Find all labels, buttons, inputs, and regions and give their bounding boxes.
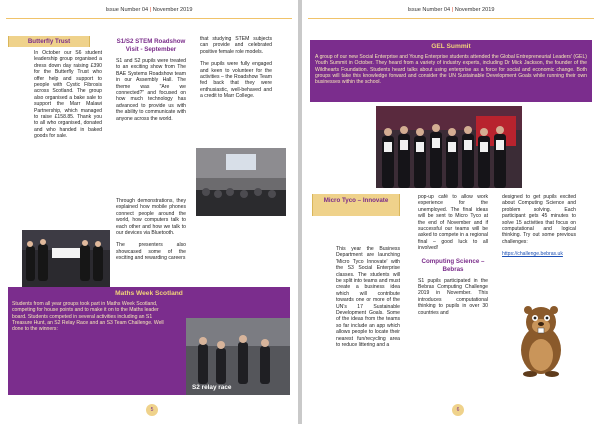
- roadshow-photo: [196, 148, 286, 216]
- header-rule: [6, 18, 292, 19]
- page-number-6: 6: [452, 404, 464, 416]
- gel-text: A group of our new Social Enterprise and Young Enterprise students attended the Global Entrepreneurial Leaders' (GEL) Youth Summit in October. They heard from a variety of industry experts, including Dr Mick Jackson, the founder of the Wildhearts Foundation. Students heard talks about using enterprise as a force for social and economic change. Both groups will take this knowledge forward and consider the UN Sustainable Development Goals while running their own businesses within the school.: [315, 54, 587, 86]
- right-page: [302, 0, 600, 424]
- butterfly-text-col: [34, 50, 102, 146]
- stem-text-2: The pupils were fully engaged and keen to volunteer for the activities – the Roadshow Team fed back that they were enthusiastic, well-behaved and a credit to Marr College.: [200, 61, 272, 100]
- gel-panel: [310, 40, 592, 102]
- roadshow-text-3: The presenters also showcased some of the exciting and rewarding careers: [116, 242, 186, 262]
- roadshow-text-1: S1 and S2 pupils were treated to an exciting show from The BAE Systems Roadshow team in our Assembly Hall. The theme was "Are we connected?" and focused on how much technology has advanced to provide us with the ability to communicate with anyone across the world.: [116, 58, 186, 122]
- bebras-title: Computing Science – Bebras: [421, 257, 485, 273]
- roadshow-col: [116, 38, 186, 128]
- beaver-illustration: [512, 300, 570, 378]
- butterfly-text: In October our S6 student leadership group organised a dress down day raising £390 for the Butterfly Trust who offer help and support to people with Cystic Fibrosis across Scotland. The group also organised a bake sale to support the Marr Malawi Partnership, which managed to raise £158.85. Thank you to all who organised, donated and who handed in baked goods for sale.: [34, 50, 102, 140]
- bebras-text-2: designed to get pupils excited about Computing Science and problem solving. Each participant gets 45 minutes to solve 15 activities that focus on computational and logical thinking. Try out some previous challenges:: [502, 194, 576, 245]
- roadshow-title: S1/S2 STEM Roadshow Visit - September: [116, 38, 186, 53]
- butterfly-heading-bar: [8, 36, 90, 47]
- maths-title: Maths Week Scotland: [115, 290, 183, 297]
- tyco-col: [336, 246, 400, 355]
- tyco-title: Micro Tyco – Innovate: [323, 197, 389, 204]
- bebras-link[interactable]: https://challenge.bebras.uk: [502, 251, 563, 258]
- issue-header-right: Issue Number 04 | November 2019: [407, 7, 495, 13]
- roadshow-text-2: Through demonstrations, they explained how mobile phones connect people around the world, how computers talk to each other and how we talk to our devices via Bluetooth.: [116, 198, 186, 237]
- header-rule-right: [308, 18, 594, 19]
- gel-summit-photo: [376, 106, 522, 188]
- tyco-mid-col: [418, 194, 488, 322]
- tyco-text: This year the Business Department are launching 'Micro Tyco Innovate' with the S3 Social Enterprise classes. The students will be split into teams and must create a business idea which will contribute towards one or more of the UN's 17 Sustainable Development Goals. Some of the ideas from the teams so far include an app which allows people to locate their nearest fun/recycling area to reduce littering and a: [336, 246, 400, 349]
- issue-header-left: Issue Number 04 | November 2019: [105, 7, 193, 13]
- bebras-col: [502, 194, 576, 264]
- stem-text-1: that studying STEM subjects can provide and celebrated positive female role models.: [200, 36, 272, 55]
- tyco-text-2: pop-up café to allow work experience for the unemployed. The final ideas will be sent to Micro Tyco at the end of November and if successful our teams will be asked to compete in a regional final – good luck to all involved!: [418, 194, 488, 252]
- relay-race-caption: S2 relay race: [192, 384, 232, 391]
- tyco-heading-bar: [312, 194, 400, 216]
- maths-text: Students from all year groups took part in Maths Week Scotland, competing for house points and to make it on to the Maths leader board. Students competed in several activities including an S1 Treasure Hunt, an S2 Relay Race and an S3 Team Challenge. Well done to the winners:: [12, 301, 164, 333]
- left-page: [0, 0, 298, 424]
- cheque-photo: [22, 230, 110, 287]
- butterfly-title: Butterfly Trust: [27, 38, 71, 45]
- gel-title: GEL Summit: [431, 43, 471, 50]
- page-number-5: 5: [146, 404, 158, 416]
- relay-race-photo: [186, 318, 290, 395]
- bebras-text: S1 pupils participated in the Bebras Computing Challenge 2019 in November. This introduces computational thinking to pupils in over 30 countries and: [418, 277, 488, 316]
- stem-col: [200, 36, 272, 106]
- roadshow-col-lower: [116, 198, 186, 268]
